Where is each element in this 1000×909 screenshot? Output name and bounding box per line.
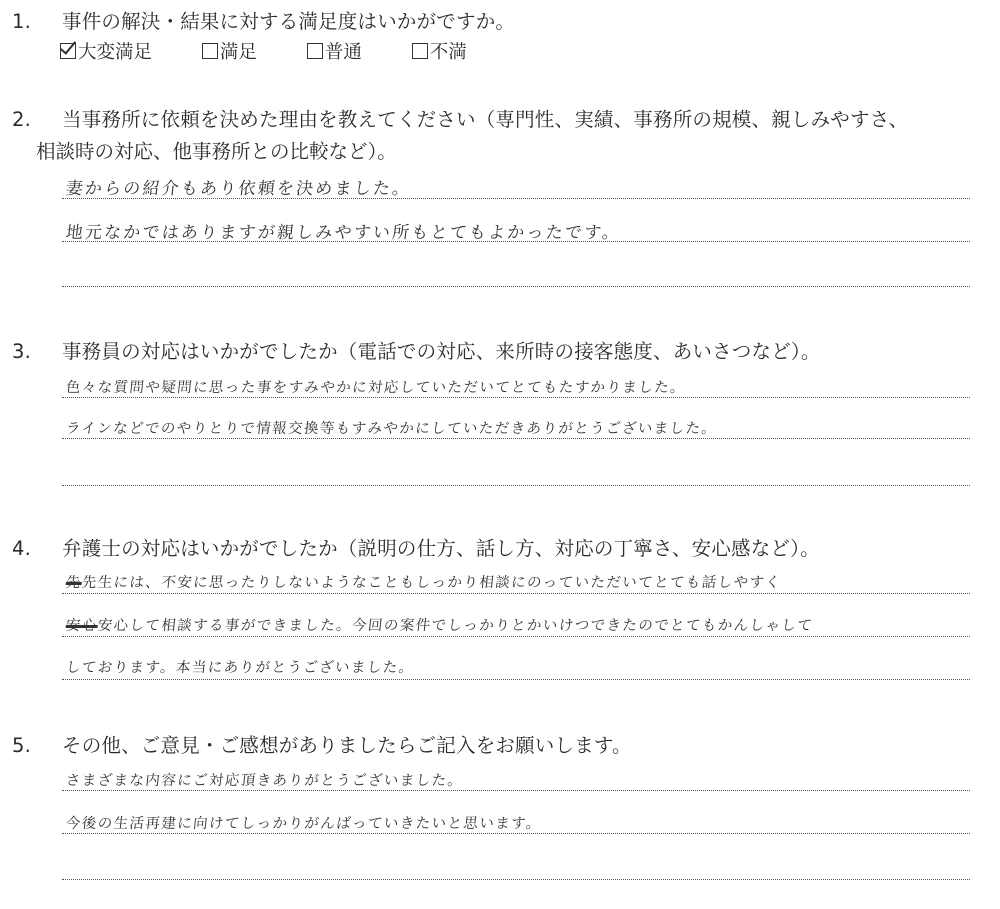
question-1-text: 事件の解決・結果に対する満足度はいかがですか。 (62, 10, 516, 33)
satisfaction-options (60, 38, 511, 64)
question-5 (8, 730, 632, 758)
checked-box-icon (60, 43, 76, 59)
struck-text: 安心 (65, 618, 99, 634)
answer-line (62, 286, 970, 287)
question-1 (8, 6, 515, 34)
question-4 (8, 533, 820, 561)
question-4-number: 4. (12, 537, 32, 560)
answer-2-line-1: 妻からの紹介もあり依頼を決めました。 (64, 179, 413, 199)
option-dissatisfied[interactable]: 不満 (412, 38, 467, 64)
option-normal[interactable]: 普通 (307, 38, 362, 64)
question-3-number: 3. (12, 340, 32, 363)
answer-line (62, 833, 970, 834)
answer-line (62, 198, 970, 199)
answer-line (62, 679, 970, 680)
answer-4-line-1: 先先生には、不安に思ったりしないようなこともしっかり相談にのっていただいてとても話しやすく (65, 575, 783, 591)
struck-text: 先 (65, 575, 83, 591)
question-4-text: 弁護士の対応はいかがでしたか（説明の仕方、話し方、対応の丁寧さ、安心感など）。 (62, 537, 820, 560)
answer-line (62, 593, 970, 594)
answer-4-line-3: しております。本当にありがとうございました。 (65, 660, 416, 676)
answer-4-line-2: 安心安心して相談する事ができました。今回の案件でしっかりとかいけつできたのでとてもかんしゃして (65, 618, 814, 634)
answer-line (62, 636, 970, 637)
answer-5-line-2: 今後の生活再建に向けてしっかりがんばっていきたいと思います。 (65, 816, 543, 832)
answer-line (62, 241, 970, 242)
answer-3-line-2: ラインなどでのやりとりで情報交換等もすみやかにしていただきありがとうございました。 (65, 421, 719, 437)
question-2 (8, 104, 908, 132)
answer-line (62, 485, 970, 486)
answer-line (62, 790, 970, 791)
answer-5-line-1: さまざまな内容にご対応頂きありがとうございました。 (65, 773, 465, 789)
question-2-text-cont: 相談時の対応、他事務所との比較など）。 (36, 140, 397, 163)
checkbox-icon (202, 43, 218, 59)
answer-3-line-1: 色々な質問や疑問に思った事をすみやかに対応していただいてとてもたすかりました。 (65, 380, 687, 396)
checkbox-icon (307, 43, 323, 59)
question-2-text: 当事務所に依頼を決めた理由を教えてください（専門性、実績、事務所の規模、親しみやすさ、 (62, 108, 909, 131)
question-3-text: 事務員の対応はいかがでしたか（電話での対応、来所時の接客態度、あいさつなど）。 (62, 340, 821, 363)
option-satisfied[interactable]: 満足 (202, 38, 257, 64)
option-very-satisfied[interactable]: 大変満足 (60, 38, 152, 64)
question-5-number: 5. (12, 734, 32, 757)
question-1-number: 1. (12, 10, 32, 33)
checkbox-icon (412, 43, 428, 59)
question-2-number: 2. (12, 108, 32, 131)
answer-line (62, 438, 970, 439)
question-5-text: その他、ご意見・ご感想がありましたらご記入をお願いします。 (62, 734, 632, 757)
question-3 (8, 336, 821, 364)
answer-line (62, 397, 970, 398)
answer-line (62, 879, 970, 880)
answer-2-line-2: 地元なかではありますが親しみやすい所もとてもよかったです。 (64, 223, 623, 243)
